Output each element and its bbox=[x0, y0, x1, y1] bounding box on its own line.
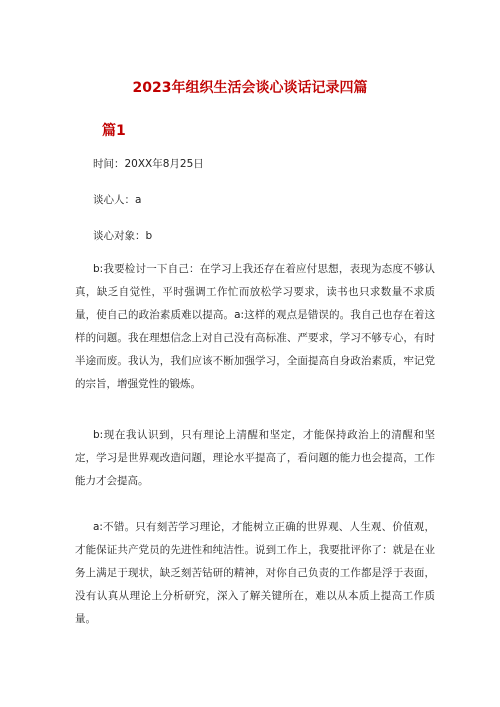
paragraph-1: b:我要检讨一下自己：在学习上我还存在着应付思想，表现为态度不够认真，缺乏自觉性，平时强调工作忙而放松学习要求，读书也只求数量不求质量，使自己的政治素质难以提高。a:这样的观点是错误的。我自己也存在着这样的问题。我在理想信念上对自己没有高标准、严要求，学习不够专心，有时半途而废。我认为，我们应该不断加强学习，全面提高自身政治素质，牢记党的宗旨，增强党性的锻炼。 bbox=[75, 263, 435, 390]
meeting-time: 时间：20XX年8月25日 bbox=[93, 158, 204, 170]
talker: 谈心人：a bbox=[93, 194, 142, 206]
section-title: 篇1 bbox=[102, 123, 126, 139]
paragraph-3: a:不错。只有刻苦学习理论，才能树立正确的世界观、人生观、价值观，才能保证共产党员的先进性和纯洁性。说到工作上，我要批评你了：就是在业务上满足于现状，缺乏刻苦钻研的精神，对你自己负责的工作都是浮于表面，没有认真从理论上分析研究，深入了解关键所在，难以从本质上提高工作质量。 bbox=[75, 521, 435, 625]
document-title: 2023年组织生活会谈心谈话记录四篇 bbox=[132, 80, 368, 96]
paragraph-2: b:现在我认识到，只有理论上清醒和坚定，才能保持政治上的清醒和坚定，学习是世界观改造问题，理论水平提高了，看问题的能力也会提高，工作能力才会提高。 bbox=[75, 429, 435, 487]
talk-target: 谈心对象：b bbox=[93, 230, 153, 242]
